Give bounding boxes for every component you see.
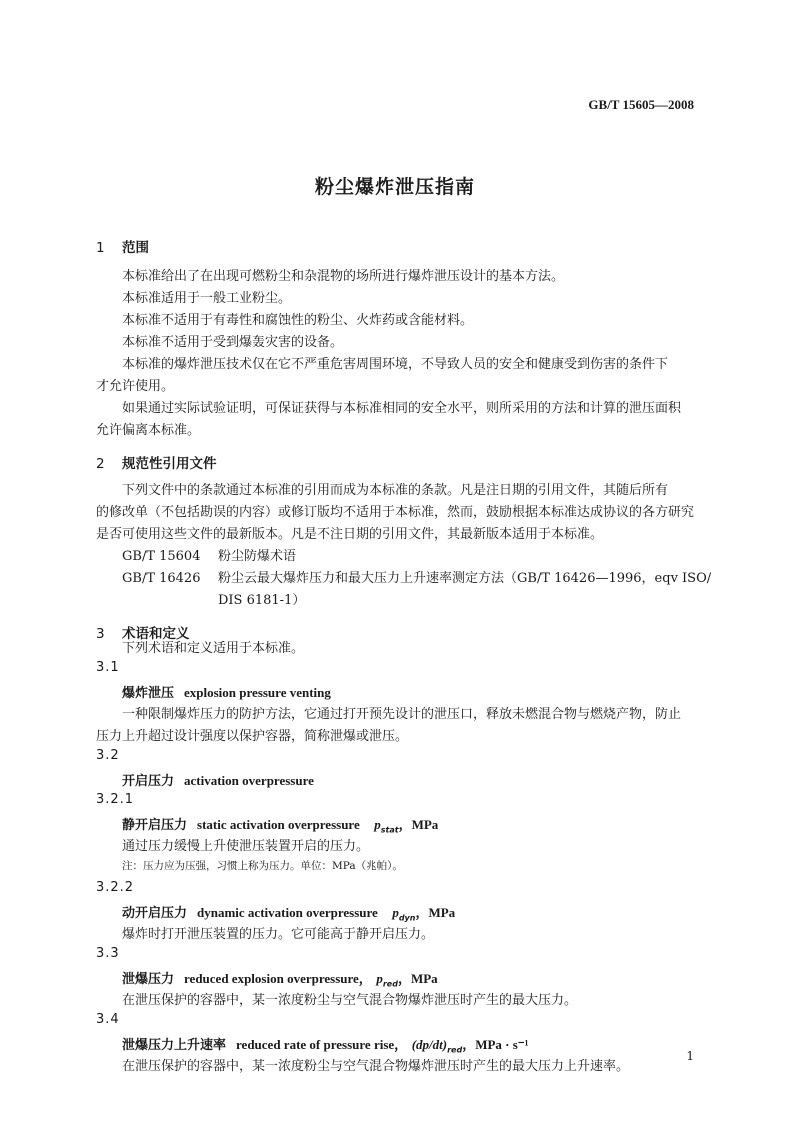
term-heading — [122, 1034, 529, 1055]
reference-title-cont: DIS 6181-1） — [218, 593, 306, 608]
reference-item — [122, 568, 711, 590]
term-number: 3.4 — [96, 1012, 120, 1027]
section-number: 3 — [96, 626, 105, 642]
term-cn: 动开启压力 — [122, 906, 188, 921]
reference-title: 粉尘防爆术语 — [218, 549, 297, 564]
term-symbol: p — [376, 971, 383, 986]
term-symbol: p — [392, 905, 399, 920]
term-unit: ，MPa — [415, 905, 456, 920]
term-definition: 一种限制爆炸压力的防护方法，它通过打开预先设计的泄压口，释放未燃混合物与燃烧产物，防止 — [122, 707, 682, 722]
terms-intro: 下列术语和定义适用于本标准。 — [122, 641, 305, 656]
scope-paragraph-cont: 才允许使用。 — [96, 379, 175, 394]
section-2-heading — [96, 452, 217, 472]
term-definition: 在泄压保护的容器中，某一浓度粉尘与空气混合物爆炸泄压时产生的最大压力上升速率。 — [122, 1059, 630, 1074]
term-definition: 爆炸时打开泄压装置的压力。它可能高于静开启压力。 — [122, 927, 435, 942]
page-number: 1 — [686, 1049, 694, 1063]
term-note: 注：压力应为压强，习惯上称为压力。单位：MPa（兆帕）。 — [122, 860, 403, 872]
term-heading — [122, 682, 331, 701]
term-symbol-sub: stat — [380, 825, 399, 835]
term-symbol: (dp/dt) — [411, 1037, 448, 1052]
term-number: 3.3 — [96, 946, 120, 961]
term-symbol-sub: dyn — [398, 913, 416, 923]
section-number: 1 — [96, 240, 105, 256]
refs-intro: 的修改单（不包括勘误的内容）或修订版均不适用于本标准，然而，鼓励根据本标准达成协议的各方研究 — [96, 505, 695, 520]
scope-paragraph: 本标准不适用于受到爆轰灾害的设备。 — [122, 335, 344, 350]
scope-paragraph: 本标准的爆炸泄压技术仅在它不严重危害周围环境，不导致人员的安全和健康受到伤害的条件下 — [122, 357, 669, 372]
term-unit: ，MPa — [397, 971, 438, 986]
term-cn: 泄爆压力 — [122, 972, 175, 987]
term-cn: 爆炸泄压 — [122, 686, 175, 701]
term-en: activation overpressure — [184, 773, 314, 788]
term-number: 3.2 — [96, 748, 120, 763]
term-cn: 静开启压力 — [122, 818, 188, 833]
term-symbol: p — [374, 817, 381, 832]
refs-intro: 是否可使用这些文件的最新版本。凡是不注日期的引用文件，其最新版本适用于本标准。 — [96, 527, 604, 542]
term-symbol-sub: red — [382, 979, 398, 989]
refs-intro: 下列文件中的条款通过本标准的引用而成为本标准的条款。凡是注日期的引用文件，其随后所有 — [122, 483, 669, 498]
section-number: 2 — [96, 456, 105, 472]
term-unit: ，MPa — [398, 817, 439, 832]
term-en: reduced explosion overpressure， — [184, 971, 372, 986]
term-number: 3.1 — [96, 660, 120, 675]
term-unit: ，MPa · s⁻¹ — [462, 1037, 529, 1052]
reference-code: GB/T 15604 — [122, 549, 201, 564]
term-en: static activation overpressure — [197, 817, 360, 832]
term-definition: 在泄压保护的容器中，某一浓度粉尘与空气混合物爆炸泄压时产生的最大压力。 — [122, 993, 578, 1008]
term-definition: 通过压力缓慢上升使泄压装置开启的压力。 — [122, 839, 370, 854]
section-title: 范围 — [122, 240, 149, 256]
reference-code: GB/T 16426 — [122, 571, 201, 586]
term-heading — [122, 770, 314, 789]
scope-paragraph: 本标准不适用于有毒性和腐蚀性的粉尘、火炸药或含能材料。 — [122, 313, 474, 328]
term-definition-cont: 压力上升超过设计强度以保护容器，简称泄爆或泄压。 — [96, 729, 409, 744]
reference-title: 粉尘云最大爆炸压力和最大压力上升速率测定方法（GB/T 16426—1996，eqv ISO/ — [218, 571, 712, 586]
term-cn: 开启压力 — [122, 774, 175, 789]
term-en: reduced rate of pressure rise， — [236, 1037, 408, 1052]
term-cn: 泄爆压力上升速率 — [122, 1038, 227, 1053]
document-title: 粉尘爆炸泄压指南 — [314, 176, 475, 198]
scope-paragraph: 本标准适用于一般工业粉尘。 — [122, 291, 292, 306]
term-heading — [122, 814, 438, 835]
term-heading — [122, 902, 455, 923]
section-title: 规范性引用文件 — [122, 456, 217, 472]
standard-code: GB/T 15605—2008 — [588, 97, 694, 112]
section-title: 术语和定义 — [122, 626, 190, 642]
scope-paragraph: 本标准给出了在出现可燃粉尘和杂混物的场所进行爆炸泄压设计的基本方法。 — [122, 269, 565, 284]
term-number: 3.2.1 — [96, 792, 135, 807]
reference-item — [122, 546, 296, 568]
term-en: dynamic activation overpressure — [197, 905, 378, 920]
scope-paragraph: 如果通过实际试验证明，可保证获得与本标准相同的安全水平，则所采用的方法和计算的泄压面积 — [122, 401, 682, 416]
scope-paragraph-cont: 允许偏离本标准。 — [96, 423, 201, 438]
term-heading — [122, 968, 438, 989]
term-number: 3.2.2 — [96, 880, 135, 895]
term-en: explosion pressure venting — [184, 685, 331, 700]
term-symbol-sub: red — [447, 1045, 463, 1055]
section-1-heading — [96, 236, 149, 256]
